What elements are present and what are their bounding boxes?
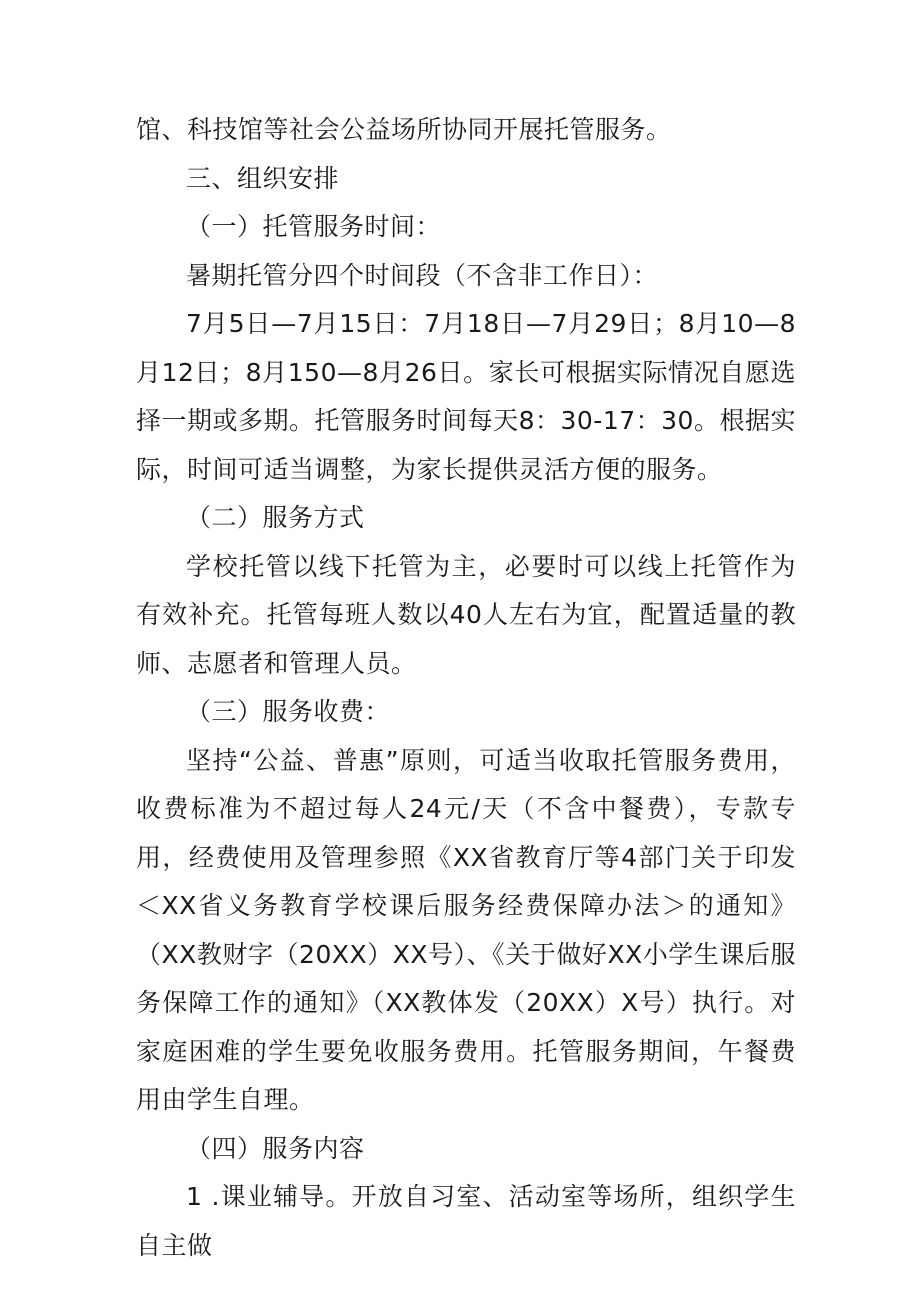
section-heading-organization: 三、组织安排 <box>186 163 340 193</box>
subheading-service-content: （四）服务内容 <box>186 1133 365 1163</box>
paragraph-homework-tutoring: 1 .课业辅导。开放自习室、活动室等场所，组织学生自主做 <box>136 1182 796 1260</box>
subheading-service-mode: （二）服务方式 <box>186 503 365 532</box>
document-body <box>136 106 796 1270</box>
paragraph-service-fees: 坚持“公益、普惠”原则，可适当收取托管服务费用，收费标准为不超过每人24元/天（不含中餐费），专款专用，经费使用及管理参照《XX省教育厅等4部门关于印发＜XX省义务教育学校课后服务经费保障办法＞的通知》（XX教财字（20XX）XX号）、《关于做好XX小学生课后服务保障工作的通知》（XX教体发（20XX）X号）执行。对家庭困难的学生要免收服务费用。托管服务期间，午餐费用由学生自理。 <box>136 745 796 1114</box>
subheading-service-time: （一）托管服务时间： <box>186 212 442 241</box>
subheading-service-fees: （三）服务收费： <box>186 697 391 726</box>
paragraph-continuation: 馆、科技馆等社会公益场所协同开展托管服务。 <box>136 115 672 144</box>
paragraph-service-mode: 学校托管以线下托管为主，必要时可以线上托管作为有效补充。托管每班人数以40人左右为宜，配置适量的教师、志愿者和管理人员。 <box>136 551 796 678</box>
paragraph-time-periods-intro: 暑期托管分四个时间段（不含非工作日）： <box>186 260 659 290</box>
paragraph-time-periods: 7月5日—7月15日：7月18日—7月29日；8月10—8月12日；8月150—8月26日。家长可根据实际情况自愿选择一期或多期。托管服务时间每天8：30-17：30。根据实际，时间可适当调整，为家长提供灵活方便的服务。 <box>136 309 796 484</box>
